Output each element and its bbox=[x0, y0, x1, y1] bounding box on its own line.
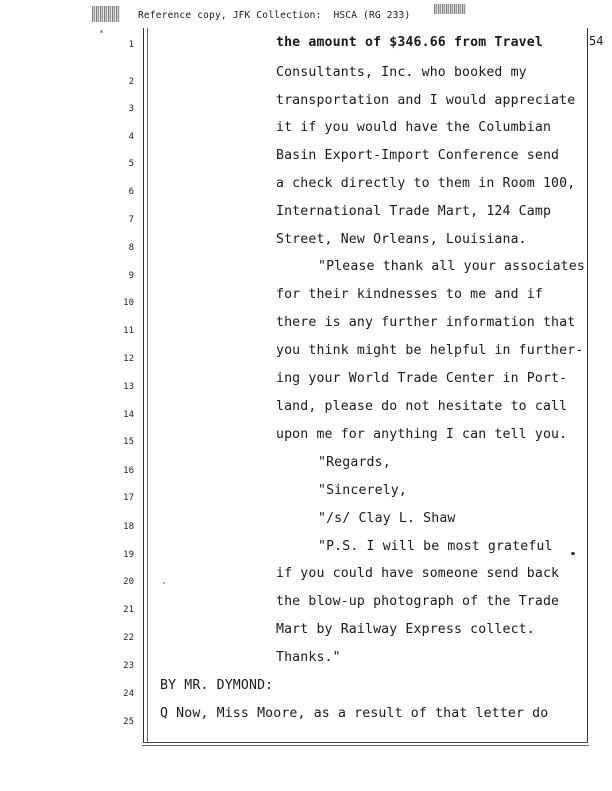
line-number: 7 bbox=[128, 215, 134, 225]
line-number: 25 bbox=[123, 717, 134, 727]
line-number: 24 bbox=[123, 689, 134, 699]
line-number: 4 bbox=[128, 132, 134, 142]
transcript-line: if you could have someone send back bbox=[276, 566, 560, 581]
transcript-line: "P.S. I will be most grateful bbox=[318, 539, 553, 554]
scan-speck bbox=[100, 30, 103, 33]
line-number: 9 bbox=[128, 271, 134, 281]
transcript-line: "Regards, bbox=[318, 455, 391, 470]
line-number: 15 bbox=[123, 437, 134, 447]
line-number: 2 bbox=[128, 77, 134, 87]
line-number: 10 bbox=[123, 298, 134, 308]
line-number: 20 bbox=[123, 577, 134, 587]
transcript-line: Consultants, Inc. who booked my bbox=[276, 65, 527, 80]
reference-label: Reference copy, JFK Collection: bbox=[138, 10, 322, 21]
line-number: 13 bbox=[123, 382, 134, 392]
transcript-line: the amount of $346.66 from Travel bbox=[276, 35, 543, 50]
line-number: 11 bbox=[123, 326, 134, 336]
line-number: 1 bbox=[128, 40, 134, 50]
line-number: 22 bbox=[123, 633, 134, 643]
transcript-line: you think might be helpful in further- bbox=[276, 343, 584, 358]
transcript-line: Q Now, Miss Moore, as a result of that letter do bbox=[160, 706, 549, 721]
line-number: 5 bbox=[128, 159, 134, 169]
line-number: 17 bbox=[123, 493, 134, 503]
transcript-line: Basin Export-Import Conference send bbox=[276, 148, 560, 163]
redaction-stamp-left bbox=[92, 6, 120, 22]
line-number: 12 bbox=[123, 354, 134, 364]
collection-code: HSCA (RG 233) bbox=[333, 10, 411, 21]
line-number: 3 bbox=[128, 104, 134, 114]
transcript-line: Mart by Railway Express collect. bbox=[276, 622, 535, 637]
transcript-line: "Please thank all your associates bbox=[318, 259, 585, 274]
transcript-line: upon me for anything I can tell you. bbox=[276, 427, 568, 442]
transcript-line: it if you would have the Columbian bbox=[276, 120, 552, 135]
transcript-line: there is any further information that bbox=[276, 315, 576, 330]
line-number: 21 bbox=[123, 605, 134, 615]
transcript-line: transportation and I would appreciate bbox=[276, 93, 576, 108]
line-number: 19 bbox=[123, 550, 134, 560]
transcript-line: International Trade Mart, 124 Camp bbox=[276, 204, 552, 219]
transcript-line: for their kindnesses to me and if bbox=[276, 287, 543, 302]
line-number: 6 bbox=[128, 187, 134, 197]
redaction-stamp-right bbox=[434, 4, 466, 14]
transcript-line: a check directly to them in Room 100, bbox=[276, 176, 576, 191]
line-number: 14 bbox=[123, 410, 134, 420]
transcript-line: land, please do not hesitate to call bbox=[276, 399, 568, 414]
line-number: 23 bbox=[123, 661, 134, 671]
line-number: 18 bbox=[123, 522, 134, 532]
transcript-line: Street, New Orleans, Louisiana. bbox=[276, 232, 527, 247]
page-number: 54 bbox=[589, 34, 604, 48]
transcript-line: ing your World Trade Center in Port- bbox=[276, 371, 568, 386]
page-header bbox=[138, 10, 410, 21]
transcript-line: "Sincerely, bbox=[318, 483, 407, 498]
line-number: 8 bbox=[128, 243, 134, 253]
transcript-line: BY MR. DYMOND: bbox=[160, 678, 274, 693]
transcript-line: Thanks." bbox=[276, 650, 341, 665]
line-number: 16 bbox=[123, 466, 134, 476]
transcript-line: "/s/ Clay L. Shaw bbox=[318, 511, 456, 526]
transcript-line: the blow-up photograph of the Trade bbox=[276, 594, 560, 609]
